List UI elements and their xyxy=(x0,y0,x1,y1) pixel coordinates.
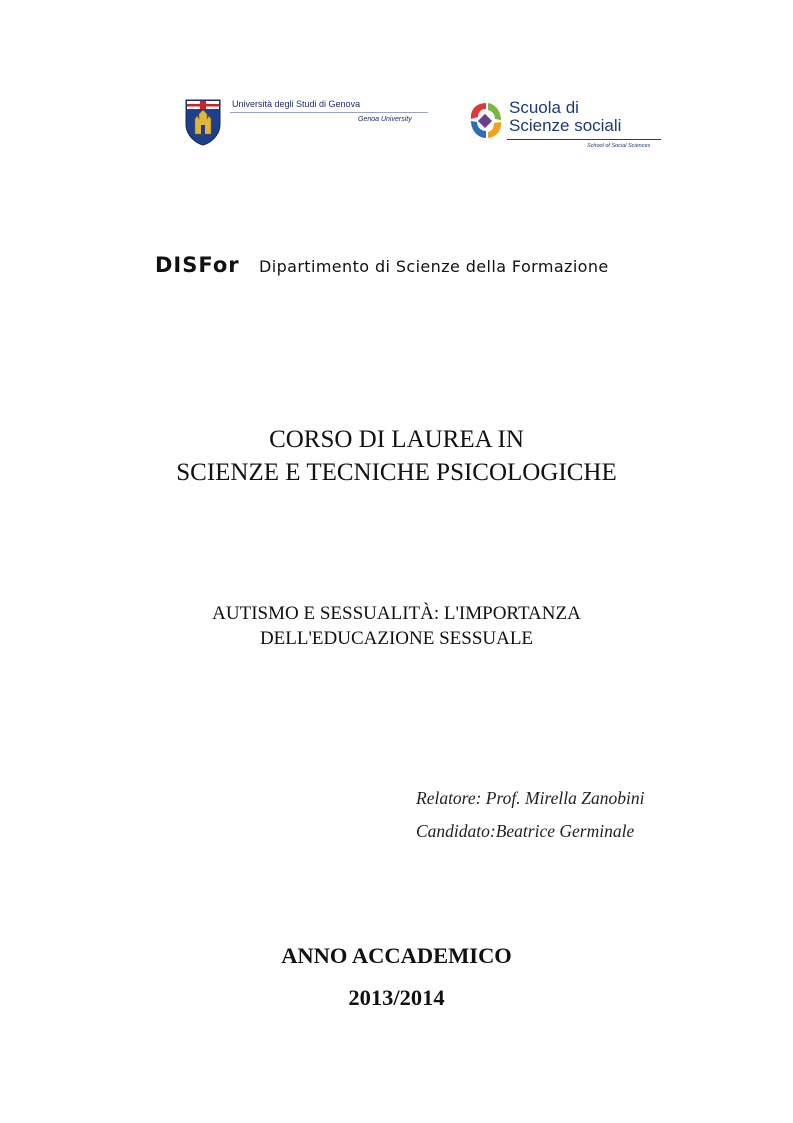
school-divider xyxy=(507,139,661,140)
course-title xyxy=(0,423,793,489)
department-mark: DISFor xyxy=(155,253,240,277)
people-block xyxy=(416,782,644,848)
university-shield-icon xyxy=(184,98,222,146)
university-english-name: Genoa University xyxy=(358,116,412,123)
academic-year-label: ANNO ACCADEMICO xyxy=(281,943,512,968)
academic-year-block xyxy=(0,935,793,1019)
course-title-line1: CORSO DI LAUREA IN xyxy=(269,426,524,453)
department-logo xyxy=(155,253,675,281)
course-title-line2: SCIENZE E TECNICHE PSICOLOGICHE xyxy=(176,459,617,486)
school-english-name: School of Social Sciences xyxy=(587,143,651,149)
academic-year-value: 2013/2014 xyxy=(348,985,445,1010)
school-name-line1: Scuola di xyxy=(509,98,579,117)
university-name: Università degli Studi di Genova xyxy=(232,99,361,109)
supervisor-line: Relatore: Prof. Mirella Zanobini xyxy=(416,788,645,808)
university-logo xyxy=(184,98,434,146)
school-emblem-icon xyxy=(466,100,504,144)
university-divider xyxy=(230,112,428,113)
department-name: Dipartimento di Scienze della Formazione xyxy=(259,257,609,276)
school-name-line2: Scienze sociali xyxy=(509,116,622,135)
candidate-line: Candidato:Beatrice Germinale xyxy=(416,821,635,841)
thesis-title-line1: AUTISMO E SESSUALITÀ: L'IMPORTANZA xyxy=(212,603,581,624)
thesis-title xyxy=(0,601,793,651)
thesis-title-line2: DELL'EDUCAZIONE SESSUALE xyxy=(259,628,534,649)
school-logo xyxy=(466,98,666,154)
